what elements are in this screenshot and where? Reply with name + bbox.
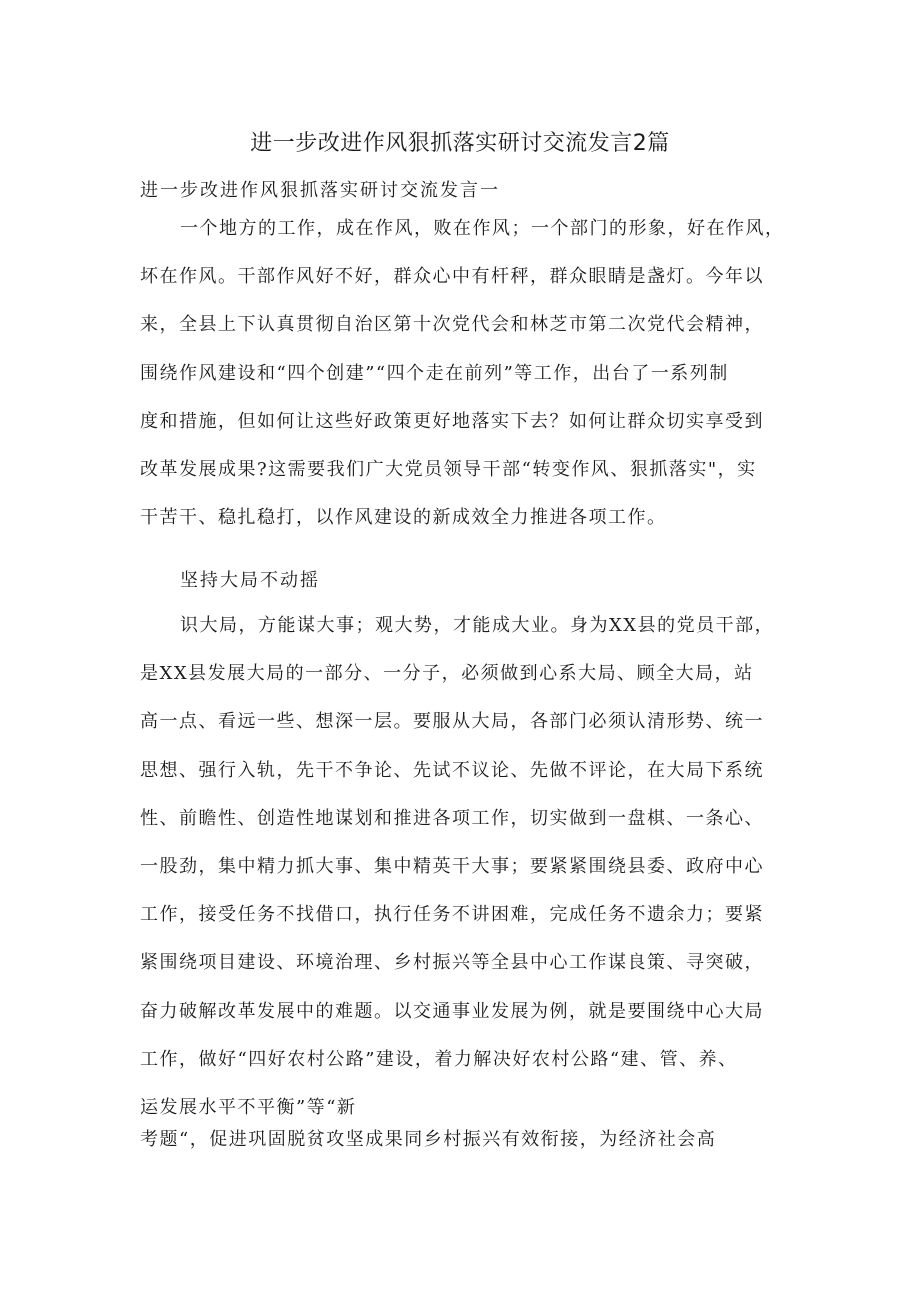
paragraph-line: 干苦干、稳扎稳打，以作风建设的新成效全力推进各项工作。: [140, 507, 667, 529]
paragraph-line: 思想、强行入轨，先干不争论、先试不议论、先做不评论，在大局下系统: [140, 759, 764, 781]
document-title: 进一步改进作风狠抓落实研讨交流发言2篇: [250, 131, 670, 156]
paragraph-line: 度和措施，但如何让这些好政策更好地落实下去？如何让群众切实享受到: [140, 410, 764, 432]
section-heading: 坚持大局不动摇: [180, 570, 320, 591]
paragraph-line: 工作，做好“四好农村公路”建设，着力解决好农村公路“建、管、养、: [140, 1048, 738, 1070]
paragraph-line: 来，全县上下认真贯彻自治区第十次党代会和林芝市第二次党代会精神，: [140, 314, 764, 336]
paragraph-line: 高一点、看远一些、想深一层。要服从大局，各部门必须认清形势、统一: [140, 711, 764, 733]
paragraph-tail-line: 考题“，促进巩固脱贫攻坚成果同乡村振兴有效衔接，为经济社会高: [140, 1129, 717, 1150]
paragraph-line: 性、前瞻性、创造性地谋划和推进各项工作，切实做到一盘棋、一条心、: [140, 807, 764, 829]
paragraph-line: 是XX县发展大局的一部分、一分子，必须做到心系大局、顾全大局，站: [140, 663, 754, 685]
paragraph-line: 围绕作风建设和“四个创建”“四个走在前列”等工作，出台了一系列制: [140, 362, 729, 384]
section-subtitle: 进一步改进作风狠抓落实研讨交流发言一: [140, 180, 500, 201]
paragraph-line: 紧围绕项目建设、环境治理、乡村振兴等全县中心工作谋良策、寻突破，: [140, 952, 764, 974]
paragraph-line: 一个地方的工作，成在作风，败在作风；一个部门的形象，好在作风，: [180, 218, 785, 239]
paragraph-line: 奋力破解改革发展中的难题。以交通事业发展为例，就是要围绕中心大局: [140, 1000, 764, 1022]
paragraph-2: [140, 602, 800, 1132]
paragraph-line: 运发展水平不平衡”等“新: [140, 1097, 357, 1119]
paragraph-line: 一股劲，集中精力抓大事、集中精英干大事；要紧紧围绕县委、政府中心: [140, 856, 764, 878]
paragraph-1: [140, 205, 800, 542]
paragraph-line: 工作，接受任务不找借口，执行任务不讲困难，完成任务不遗余力；要紧: [140, 904, 764, 926]
paragraph-line: 识大局，方能谋大事；观大势，才能成大业。身为XX县的党员干部，: [180, 615, 775, 636]
paragraph-line: 改革发展成果?这需要我们广大党员领导干部“转变作风、狠抓落实"，实: [140, 459, 757, 481]
paragraph-line: 坏在作风。干部作风好不好，群众心中有杆秤，群众眼睛是盏灯。今年以: [140, 266, 764, 288]
